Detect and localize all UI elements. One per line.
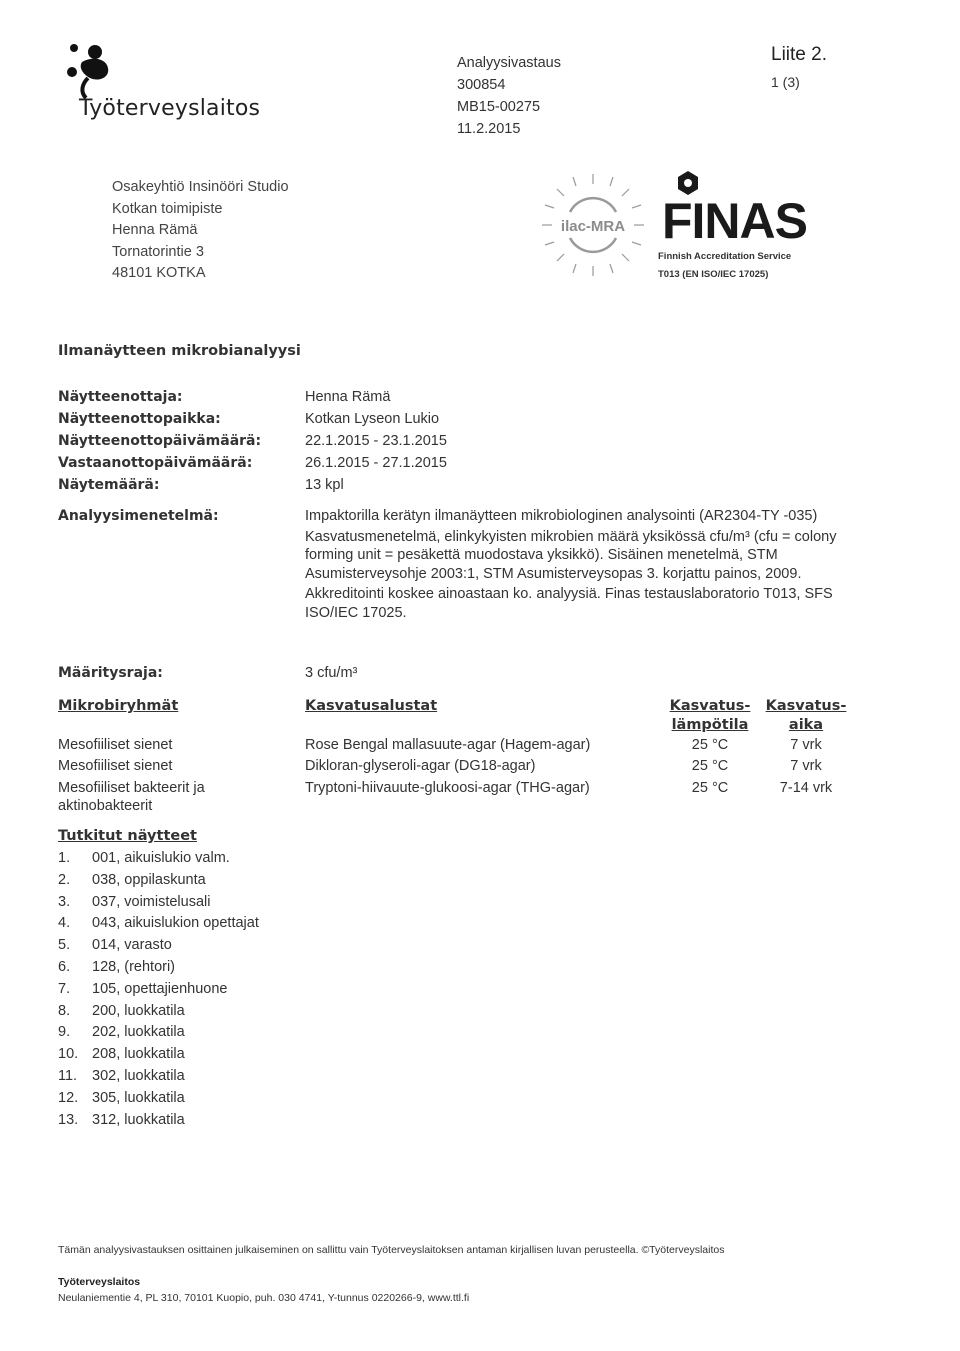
item-number: 3. (58, 893, 71, 910)
item-text: 128, (rehtori) (92, 958, 176, 975)
finas-subtitle: Finnish Accreditation Service (658, 251, 792, 262)
list-item (58, 1044, 259, 1066)
table-cell-medium: Rose Bengal mallasuute-agar (Hagem-agar) (305, 737, 591, 753)
item-text: 200, luokkatila (92, 1002, 185, 1019)
item-text: 038, oppilaskunta (92, 871, 206, 888)
list-item (58, 957, 259, 979)
field-label-sampling-date: Näytteenottopäivämäärä: (58, 433, 262, 449)
table-cell-medium: Dikloran-glyseroli-agar (DG18-agar) (305, 758, 536, 774)
table-cell-time: 7 vrk (790, 758, 822, 774)
list-item (58, 1022, 259, 1044)
list-item (58, 913, 259, 935)
table-header-duration (756, 697, 856, 735)
item-text: 202, luokkatila (92, 1024, 185, 1041)
list-item (58, 892, 259, 914)
field-value-location: Kotkan Lyseon Lukio (305, 411, 440, 427)
item-number: 4. (58, 915, 71, 932)
table-header-temperature (660, 697, 760, 735)
list-item (58, 935, 259, 957)
finas-logo (650, 170, 807, 285)
item-number: 7. (58, 980, 71, 997)
footer-copyright-note: Tämän analyysivastauksen osittainen julkaiseminen on sallittu vain Työterveyslaitoksen antaman kirjallisen luvan perusteella. ©Työterveyslaitos (58, 1244, 725, 1256)
table-cell-medium: Tryptoni-hiivauute-glukoosi-agar (THG-agar) (305, 780, 590, 796)
address-line: Tornatorintie 3 (112, 243, 204, 260)
item-number: 10. (58, 1046, 79, 1063)
meta-line: MB15-00275 (457, 99, 541, 115)
meta-line: Analyysivastaus (457, 55, 561, 71)
header-line: Kasvatus- (669, 698, 751, 714)
samples-heading: Tutkitut näytteet (58, 828, 197, 844)
table-cell-temp: 25 °C (691, 780, 729, 796)
item-text: 043, aikuislukion opettajat (92, 915, 259, 932)
table-cell-temp: 25 °C (691, 758, 729, 774)
table-cell-temp: 25 °C (691, 737, 729, 753)
method-description (305, 507, 850, 622)
field-value-received-date: 26.1.2015 - 27.1.2015 (305, 455, 447, 471)
list-item (58, 870, 259, 892)
item-text: 305, luokkatila (92, 1089, 185, 1106)
meta-line: 11.2.2015 (457, 121, 521, 137)
field-label-method: Analyysimenetelmä: (58, 508, 219, 524)
item-number: 6. (58, 958, 71, 975)
page-number: 1 (3) (771, 74, 800, 90)
field-label-sample-count: Näytemäärä: (58, 477, 160, 493)
method-paragraph: Impaktorilla kerätyn ilmanäytteen mikrobiologinen analysointi (AR2304-TY -035) (305, 508, 818, 524)
address-line: Osakeyhtiö Insinööri Studio (112, 179, 289, 195)
recipient-address (112, 177, 289, 285)
item-text: 302, luokkatila (92, 1067, 185, 1084)
item-text: 037, voimistelusali (92, 893, 211, 910)
field-value-sampler: Henna Rämä (305, 389, 391, 405)
item-text: 014, varasto (92, 937, 172, 954)
item-text: 208, luokkatila (92, 1046, 185, 1063)
meta-line: 300854 (457, 77, 506, 93)
item-text: 001, aikuislukio valm. (92, 850, 230, 866)
ilac-mra-seal (538, 170, 648, 280)
method-paragraph: Akkreditointi koskee ainoastaan ko. analyysiä. Finas testauslaboratorio T013, SFS ISO/IEC 17025. (305, 586, 833, 621)
field-label-received-date: Vastaanottopäivämäärä: (58, 455, 253, 471)
item-number: 8. (58, 1002, 71, 1019)
item-number: 5. (58, 937, 71, 954)
item-number: 12. (58, 1089, 79, 1106)
field-label-location: Näytteenottopaikka: (58, 411, 221, 427)
field-label-sampler: Näytteenottaja: (58, 389, 183, 405)
table-header-groups: Mikrobiryhmät (58, 698, 179, 714)
method-paragraph: Kasvatusmenetelmä, elinkykyisten mikrobien määrä yksikössä cfu/m³ (cfu = colony forming unit = pesäkettä muodostava yksikkö). Sisäinen menetelmä, STM Asumisterveysohje 2003:1, STM Asumisterveysopas 3. korjattu painos, 2009. (305, 528, 837, 582)
address-line: Henna Rämä (112, 222, 198, 238)
item-text: 105, opettajienhuone (92, 980, 228, 997)
table-cell-group: Mesofiiliset bakteerit ja (58, 780, 205, 796)
attachment-label: Liite 2. (771, 44, 827, 65)
table-cell-time: 7 vrk (790, 737, 822, 753)
samples-list (58, 848, 259, 1131)
organization-logo (62, 38, 292, 121)
page-title: Ilmanäytteen mikrobianalyysi (58, 343, 301, 359)
address-line: 48101 KOTKA (112, 265, 206, 281)
address-line: Kotkan toimipiste (112, 200, 223, 217)
footer-address: Neulaniementie 4, PL 310, 70101 Kuopio, puh. 030 4741, Y-tunnus 0220266-9, www.ttl.fi (58, 1292, 470, 1304)
list-item (58, 979, 259, 1001)
table-header-media: Kasvatusalustat (305, 698, 438, 714)
item-number: 2. (58, 871, 71, 888)
header-line: aika (788, 717, 824, 733)
finas-wordmark: FINAS (662, 193, 807, 249)
table-cell-group-cont: aktinobakteerit (58, 798, 153, 814)
item-number: 11. (58, 1067, 78, 1084)
field-label-limit: Määritysraja: (58, 665, 163, 681)
footer-organization: Työterveyslaitos (58, 1276, 141, 1288)
field-value-limit: 3 cfu/m³ (305, 665, 358, 681)
ilac-label: ilac-MRA (560, 218, 626, 235)
table-cell-time: 7-14 vrk (779, 780, 833, 796)
item-text: 312, luokkatila (92, 1111, 185, 1128)
item-number: 9. (58, 1024, 71, 1041)
finas-code: T013 (EN ISO/IEC 17025) (658, 269, 769, 280)
table-cell-group: Mesofiiliset sienet (58, 758, 173, 774)
list-item (58, 1110, 259, 1132)
field-value-sampling-date: 22.1.2015 - 23.1.2015 (305, 433, 447, 449)
logo-text: Työterveyslaitos (79, 96, 261, 121)
list-item (58, 1066, 259, 1088)
table-cell-group: Mesofiiliset sienet (58, 737, 173, 753)
list-item (58, 848, 259, 870)
item-number: 1. (58, 850, 71, 866)
field-value-sample-count: 13 kpl (305, 477, 344, 493)
header-line: Kasvatus- (765, 698, 847, 714)
list-item (58, 1001, 259, 1023)
list-item (58, 1088, 259, 1110)
item-number: 13. (58, 1111, 79, 1128)
header-line: lämpötila (671, 717, 749, 733)
document-meta (457, 52, 561, 140)
